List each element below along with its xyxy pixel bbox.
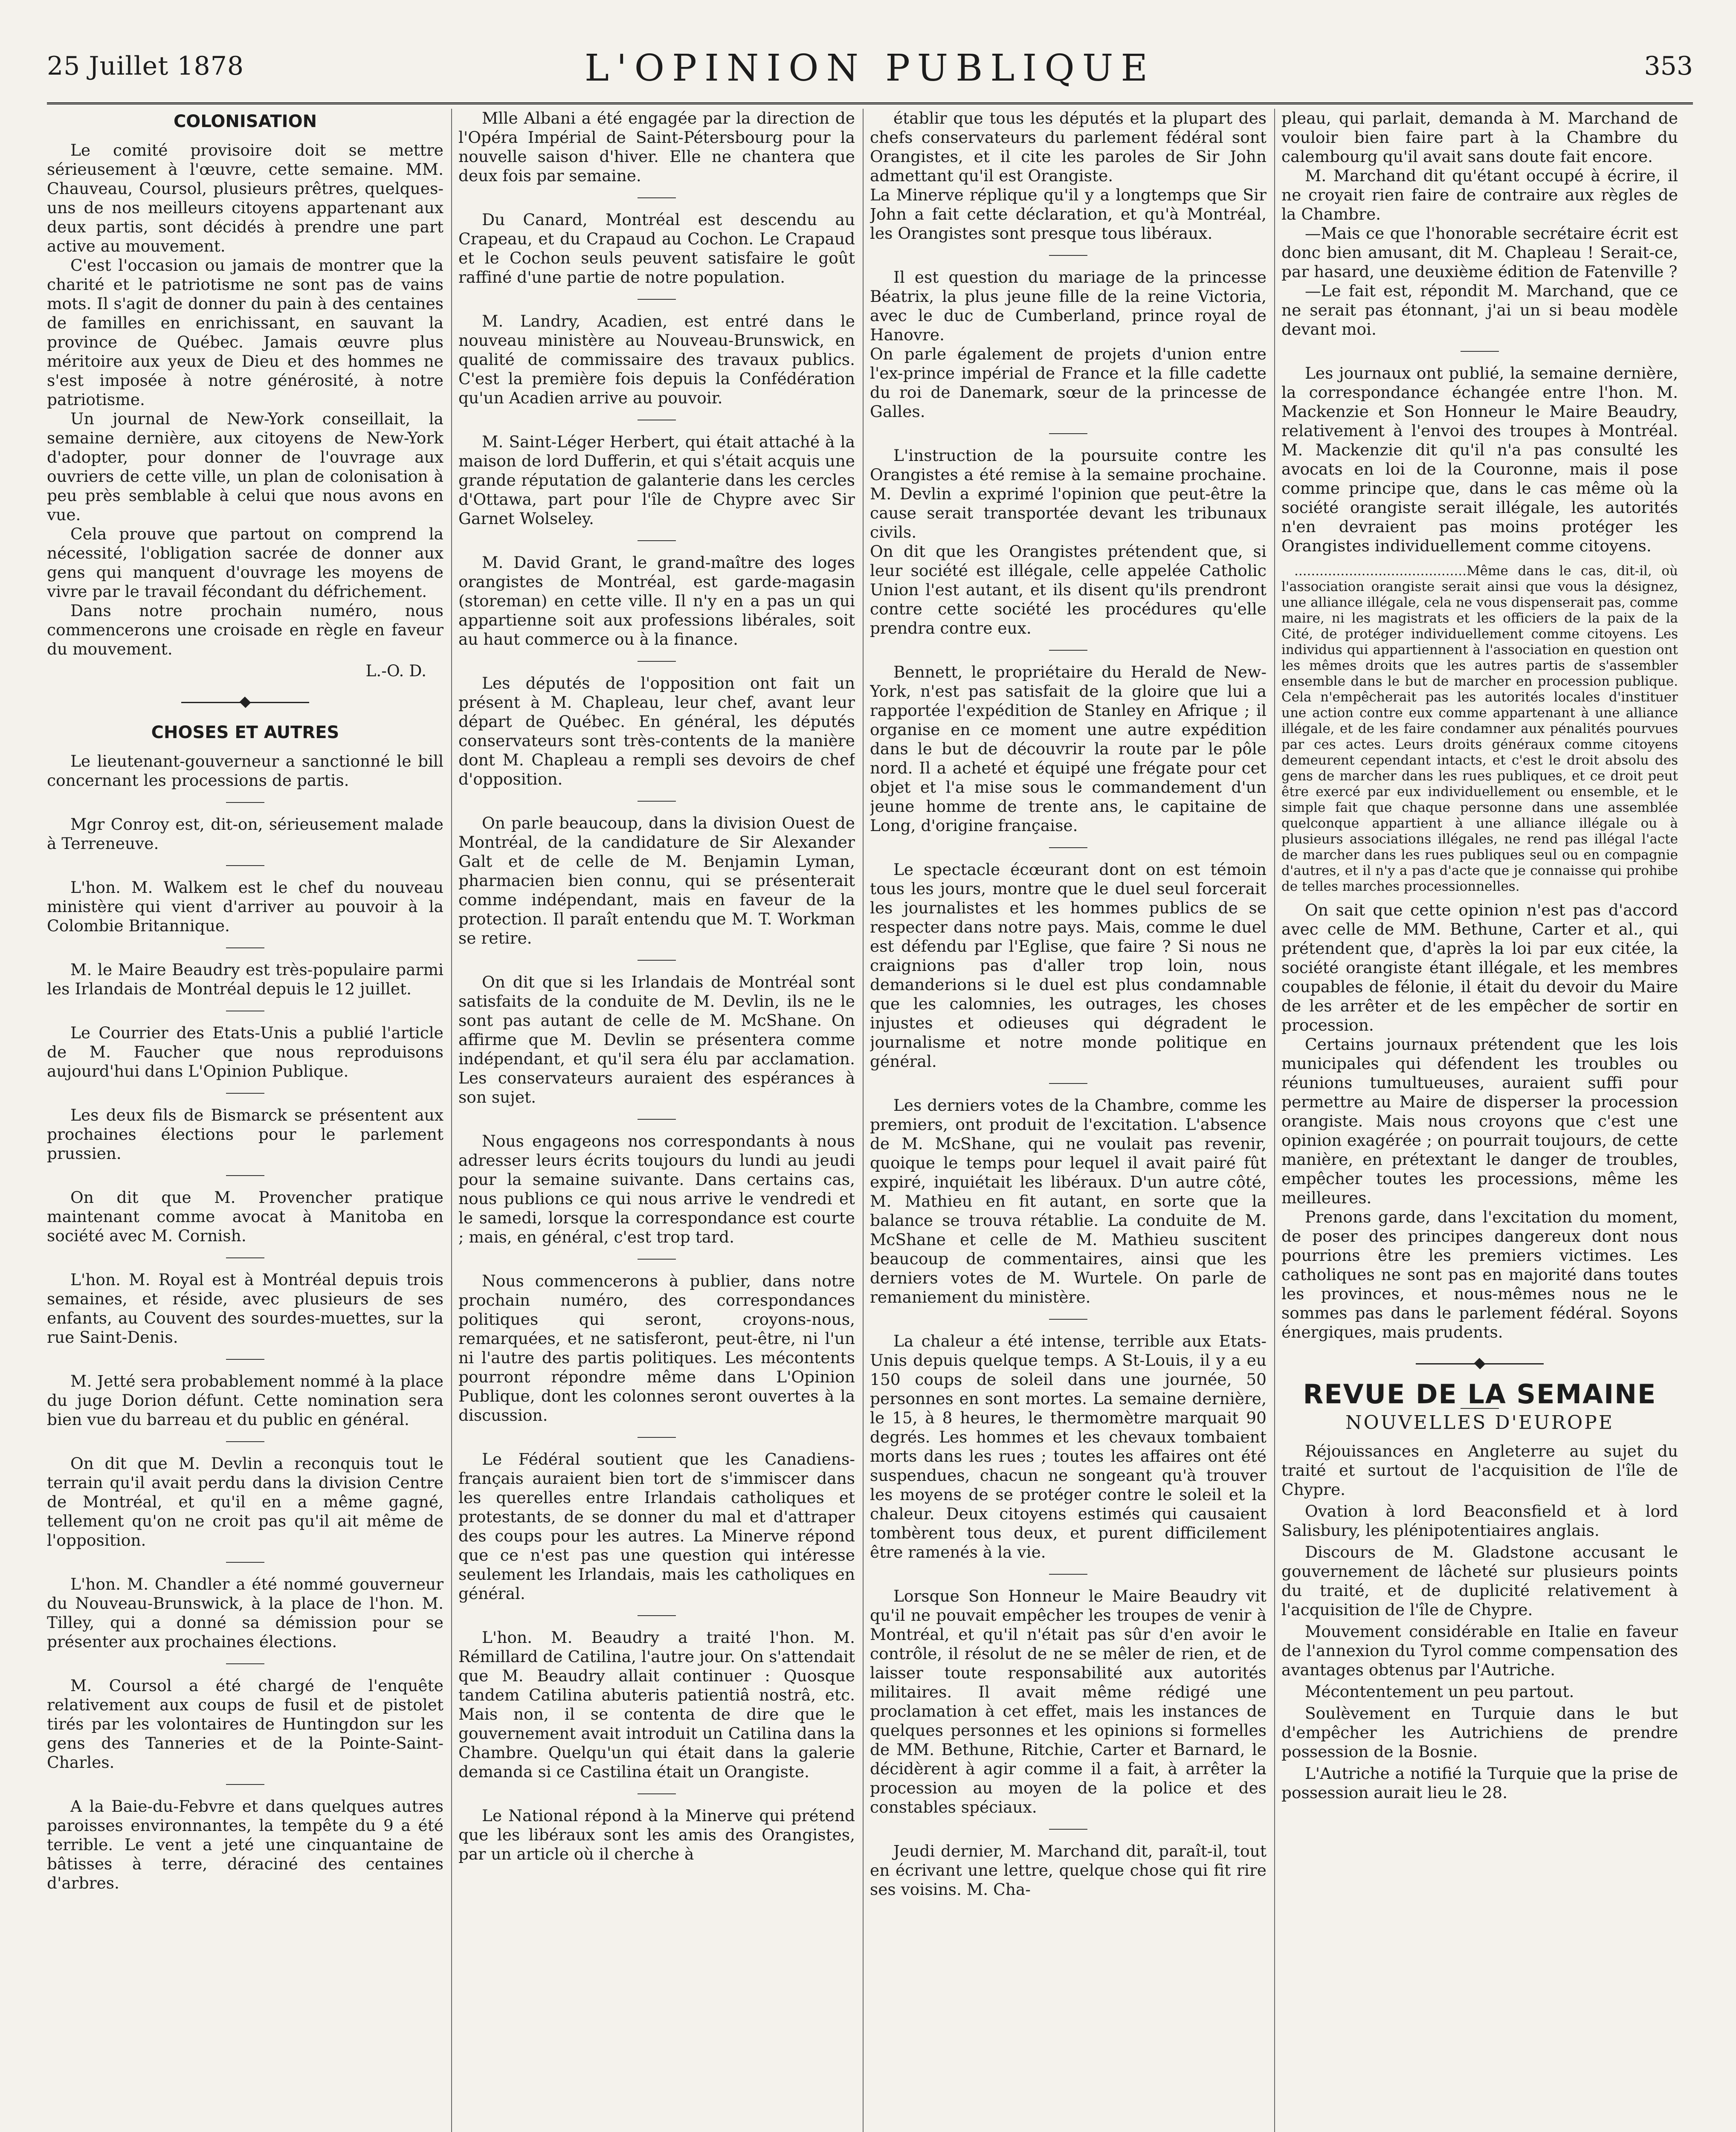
item-separator [226,1257,264,1258]
revue-item: Mécontentement un peu partout. [1305,1682,1574,1701]
item-separator [226,1784,264,1785]
revue-item: Réjouissances en Angleterre au sujet du traité et surtout de l'acquisition de l'île de Chypre. [1281,1442,1678,1499]
revue-item: L'Autriche a notifié la Turquie que la prise de possession aurait lieu le 28. [1281,1764,1678,1802]
item-separator [638,1119,676,1120]
item-separator [1049,847,1087,848]
item-separator [226,1663,264,1664]
revue-item: Ovation à lord Beaconsfield et à lord Salisbury, les plénipotentiaires anglais. [1281,1502,1678,1540]
item-separator [638,1793,676,1794]
column-rule [451,109,452,2132]
news-item: établir que tous les députés et la plupart des chefs conservateurs du parlement fédéral sont Orangistes, et il cite les paroles de Sir John admettant qu'il est Orangiste. La Minerve réplique qu'il y a longtemps que Sir John a fait cette déclaration, et qu'à Montréal, les Orangistes sont presque tous libéraux. [870,109,1266,243]
news-items [47,752,443,1893]
paragraph: pleau, qui parlait, demanda à M. Marchand de vouloir bien faire part à la Chambre du calembourg qu'il avait sans doute fait encore. [1281,109,1678,166]
article-colonisation [47,141,443,681]
item-separator [226,1441,264,1442]
item-separator [226,802,264,803]
item-separator [638,1437,676,1438]
news-item: Le spectacle écœurant dont on est témoin tous les jours, montre que le duel seul forcerait les journalistes et les hommes publics de se respecter dans notre pays. Mais, comme le duel est défendu par l'Eglise, que faire ? Si nous ne craignions pas d'aller trop loin, nous demanderions si le duel est plus condamnable que les calomnies, les outrages, les choses injustes et odieuses qui dégradent le journalisme et notre monde politique en général. [870,860,1266,1071]
signature: L.-O. D. [365,661,426,680]
news-item: L'hon. M. Chandler a été nommé gouverneur du Nouveau-Brunswick, à la place de l'hon. M. Tilley, qui a donné sa démission pour se présenter aux prochaines élections. [47,1575,443,1651]
news-items [1281,109,1678,556]
news-item: Les deux fils de Bismarck se présentent aux prochaines élections pour le parlement prussien. [47,1106,443,1163]
item-separator [226,947,264,948]
paragraph: —Mais ce que l'honorable secrétaire écrit est donc bien amusant, dit M. Chapleau ! Serait-ce, par hasard, une deuxième édition de Fatenville ? [1281,224,1678,281]
page-number: 353 [1644,51,1693,81]
column-rule [1274,109,1275,2132]
column-2 [458,109,855,2132]
news-item: L'hon. M. Royal est à Montréal depuis trois semaines, et réside, avec plusieurs de ses enfants, au Couvent des sourdes-muettes, sur la rue Saint-Denis. [47,1270,443,1347]
paragraph: Certains journaux prétendent que les lois municipales qui défendent les troubles ou réunions tumultueuses, auraient suffi pour permettre au Maire de disperser la procession orangiste. Mais nous croyons que c'est une opinion exagérée ; on pourrait toujours, de cette manière, en prétextant le danger de troubles, empêcher toutes les processions, même les meilleures. [1281,1035,1678,1207]
item-separator [638,1615,676,1616]
news-item: Jeudi dernier, M. Marchand dit, paraît-il, tout en écrivant une lettre, quelque chose qui fit rire ses voisins. M. Cha- [870,1842,1266,1899]
subheading-nouvelles: NOUVELLES D'EUROPE [1345,1412,1614,1434]
item-separator [638,1259,676,1260]
paragraph: Dans notre prochain numéro, nous commencerons une croisade en règle en faveur du mouvement. [47,601,443,658]
revue-items [1281,1442,1678,1802]
news-item: Le Courrier des Etats-Unis a publié l'article de M. Faucher que nous reproduisons aujourd'hui dans L'Opinion Publique. [47,1023,443,1080]
item-separator [1049,1083,1087,1084]
news-item: M. le Maire Beaudry est très-populaire parmi les Irlandais de Montréal depuis le 12 juillet. [47,960,443,998]
news-items [870,109,1266,1899]
news-item: M. Saint-Léger Herbert, qui était attaché à la maison de lord Dufferin, et qui s'était acquis une grande réputation de galanterie dans les cercles d'Ottawa, part pour l'île de Chypre avec Sir Garnet Wolseley. [458,432,855,528]
news-item: Du Canard, Montréal est descendu au Crapeau, et du Crapaud au Cochon. Le Crapaud et le Cochon seuls peuvent satisfaire le goût raffiné d'une partie de notre population. [458,210,855,287]
paragraph: Le comité provisoire doit se mettre sérieusement à l'œuvre, cette semaine. MM. Chauveau, Coursol, plusieurs prêtres, quelques-uns de nos meilleurs citoyens appartenant aux deux partis, sont décidés à prendre une part active au mouvement. [47,141,443,255]
news-item: Bennett, le propriétaire du Herald de New-York, n'est pas satisfait de la gloire que lui a rapportée l'expédition de Stanley en Afrique ; il organise en ce moment une autre expédition dans le but de découvrir la route par le pôle nord. Il a acheté et équipé une frégate pour cet objet et l'a mise sous le commandement d'un jeune homme de trente ans, le capitaine de Long, d'origine française. [870,663,1266,835]
news-item: Le National répond à la Minerve qui prétend que les libéraux sont les amis des Orangistes, par un article où il cherche à [458,1806,855,1863]
paragraph: Prenons garde, dans l'excitation du moment, de poser des principes dangereux dont nous pourrions être les premiers victimes. Les catholiques ne sont pas en majorité dans toutes les provinces, et nous-mêmes nous ne le sommes pas dans le parlement fédéral. Soyons énergiques, mais prudents. [1281,1208,1678,1341]
news-item: On dit que si les Irlandais de Montréal sont satisfaits de la conduite de M. Devlin, ils ne le sont pas autant de celle de M. McShane. On affirme que M. Devlin se présentera comme indépendant, et qu'il sera élu par acclamation. Les conservateurs auraient des espérances à son sujet. [458,973,855,1107]
ornament-divider [181,698,309,706]
news-item: Nous commencerons à publier, dans notre prochain numéro, des correspondances politiques qui seront, croyons-nous, remarquées, et ne satisferont, peut-être, ni l'un ni l'autre des partis politiques. Les mécontents pourront répondre même dans L'Opinion Publique, dont les colonnes seront ouvertes à la discussion. [458,1272,855,1425]
item-separator [638,299,676,300]
newspaper-title: L'OPINION PUBLIQUE [584,47,1156,90]
news-item: Il est question du mariage de la princesse Béatrix, la plus jeune fille de la reine Victoria, avec le duc de Cumberland, prince royal de Hanovre. On parle également de projets d'union entre l'ex-prince impérial de France et la fille cadette du roi de Danemark, sœur de la princesse de Galles. [870,268,1266,421]
news-item: M. Jetté sera probablement nommé à la place du juge Dorion défunt. Cette nomination sera bien vue du barreau et du public en général. [47,1372,443,1429]
revue-item: Soulèvement en Turquie dans le but d'empêcher les Autrichiens de prendre possession de la Bosnie. [1281,1704,1678,1761]
news-item: Lorsque Son Honneur le Maire Beaudry vit qu'il ne pouvait empêcher les troupes de venir à Montréal, et qu'il n'était pas sûr d'en avoir le contrôle, il résolut de ne se mêler de rien, et de laisser toute responsabilité aux autorités militaires. Il avait même rédigé une proclamation à cet effet, mais les instances de quelques personnes et les opinions si formelles de MM. Bethune, Ritchie, Carter et Barnard, le décidèrent à agir comme il a fait, à arrêter la procession au moyen de la police et des constables spéciaux. [870,1587,1266,1816]
item-separator [226,1093,264,1094]
revue-item: Discours de M. Gladstone accusant le gouvernement de lâcheté sur plusieurs points du traité, et de duplicité relativement à l'acquisition de l'île de Chypre. [1281,1543,1678,1619]
revue-item: Mouvement considérable en Italie en faveur de l'annexion du Tyrol comme compensation des avantages obtenus par l'Autriche. [1281,1622,1678,1679]
column-rule [863,109,864,2132]
item-separator [1049,1574,1087,1575]
news-item: La chaleur a été intense, terrible aux Etats-Unis depuis quelque temps. A St-Louis, il y a eu 150 coups de soleil dans une journée, 50 personnes en sont mortes. La semaine dernière, le 15, à 8 heures, le thermomètre marquait 90 degrés. Les hommes et les chevaux tombaient morts dans les rues ; toutes les affaires ont été suspendues, chacun ne songeant qu'à trouver les moyens de se protéger contre le soleil et la chaleur. Deux citoyens estimés qui causaient tombèrent tous deux, et purent difficilement être ramenés à la vie. [870,1332,1266,1561]
news-item: Le lieutenant-gouverneur a sanctionné le bill concernant les processions de partis. [47,752,443,790]
section-heading-choses: CHOSES ET AUTRES [151,723,339,742]
paragraph: Les journaux ont publié, la semaine dernière, la correspondance échangée entre l'hon. M. Mackenzie et Son Honneur le Maire Beaudry, relativement à l'envoi des troupes à Montréal. M. Mackenzie dit qu'il n'a pas consulté les avocats en loi de la Couronne, mais il pose comme principe que, dans le cas même où la société orangiste serait illégale, les autorités n'en devraient pas moins protéger les Orangistes individuellement comme citoyens. [1281,364,1678,555]
news-item: Le Fédéral soutient que les Canadiens-français auraient bien tort de s'immiscer dans les querelles entre Irlandais catholiques et protestants, de se donner du mal et d'attraper des coups pour les autres. La Minerve répond que ce n'est pas une question qui intéresse seulement les Irlandais, mais les catholiques en général. [458,1450,855,1603]
paragraph: Un journal de New-York conseillait, la semaine dernière, aux citoyens de New-York d'adopter, pour donner de l'ouvrage aux ouvriers de cette ville, un plan de colonisation à peu près semblable à celui que nous avons en vue. [47,409,443,524]
item-separator [226,1562,264,1563]
column-1 [47,109,443,2132]
item-separator [1049,255,1087,256]
quote-text: .........................................Même dans le cas, dit-il, où l'association orangiste serait ainsi que vous la désignez, une alliance illégale, cela ne vous dispenserait pas, comme maire, ni les magistrats et les officiers de la paix de la Cité, de protéger individuellement comme citoyens. Les individus qui appartiennent à l'association en question ont les mêmes droits que les autres partis de s'assembler ensemble dans le but de marcher en procession publique. Cela n'empêcherait pas les autorités locales d'instituer une action contre eux comme appartenant à une alliance illégale, et de les faire condamner aux pénalités pourvues par ces actes. Leurs droits généraux comme citoyens demeurent cependant intacts, et c'est le droit absolu des gens de marcher dans les rues publiques, et ce droit peut être exercé par eux individuellement ou ensemble, et le simple fait que chaque personne dans une assemblée quelconque appartient à une alliance illégale ou à plusieurs associations illégales, ne rend pas illégal l'acte de marcher dans les rues publiques seul ou en compagnie d'autres, et il n'y a pas d'acte que je connaisse qui prohibe de telles marches processionnelles. [1281,563,1678,894]
quoted-letter [1281,563,1678,895]
news-item: On parle beaucoup, dans la division Ouest de Montréal, de la candidature de Sir Alexander Galt et de celle de M. Benjamin Lyman, pharmacien bien connu, qui se présenterait comme indépendant, mais en faveur de la protection. Il paraît entendu que M. T. Workman se retire. [458,814,855,947]
news-item: M. David Grant, le grand-maître des loges orangistes de Montréal, est garde-magasin (storeman) en cette ville. Il n'y en a pas un qui appartienne soit aux professions libérales, soit au haut commerce ou à la finance. [458,553,855,649]
news-item: M. Coursol a été chargé de l'enquête relativement aux coups de fusil et de pistolet tirés par les volontaires de Huntingdon sur les gens des Tanneries et de la Pointe-Saint-Charles. [47,1676,443,1772]
news-item: On dit que M. Provencher pratique maintenant comme avocat à Manitoba en société avec M. Cornish. [47,1188,443,1245]
news-item: Nous engageons nos correspondants à nous adresser leurs écrits toujours du lundi au jeudi pour la semaine suivante. Dans certains cas, nous publions ce qui nous arrive le vendredi et le samedi, lorsque la correspondance est courte ; mais, en général, c'est trop tard. [458,1132,855,1246]
news-item: On dit que M. Devlin a reconquis tout le terrain qu'il avait perdu dans la division Centre de Montréal, et qu'il en a même gagné, tellement qu'on ne croit pas qu'il ait même de l'opposition. [47,1454,443,1550]
ornament-divider [1416,1360,1544,1367]
news-item: Mlle Albani a été engagée par la direction de l'Opéra Impérial de Saint-Pétersbourg pour la nouvelle saison d'hiver. Elle ne chantera que deux fois par semaine. [458,109,855,185]
news-item: Les derniers votes de la Chambre, comme les premiers, ont produit de l'excitation. L'absence de M. McShane, qui ne voulait pas revenir, quoique le temps pour lequel il avait pairé fût expiré, inquiétait les libéraux. D'un autre côté, M. Mathieu en fit autant, en sorte que la balance se trouva rétablie. La conduite de M. McShane et celle de M. Mathieu suscitent beaucoup de commentaires, ainsi que les derniers votes de M. Wurtele. On parle de remaniement du ministère. [870,1096,1266,1306]
news-item: L'hon. M. Beaudry a traité l'hon. M. Rémillard de Catilina, l'autre jour. On s'attendait que M. Beaudry allait continuer : Quosque tandem Catilina abuteris patientiâ nostrâ, etc. Mais non, il se contenta de dire que le gouvernement avait introduit un Catilina dans la Chambre. Quelqu'un qui était dans la galerie demanda si ce Castilina était un Orangiste. [458,1628,855,1781]
item-separator [1461,351,1499,352]
paragraph: M. Marchand dit qu'étant occupé à écrire, il ne croyait rien faire de contraire aux règles de la Chambre. [1281,166,1678,223]
paragraph: C'est l'occasion ou jamais de montrer que la charité et le patriotisme ne sont pas de vains mots. Il s'agit de donner du pain à des centaines de familles en enrichissant, en sauvant la province de Québec. Jamais œuvre plus méritoire aux yeux de Dieu et des hommes ne s'est imposée à notre générosité, à notre patriotisme. [47,256,443,409]
news-item: M. Landry, Acadien, est entré dans le nouveau ministère au Nouveau-Brunswick, en qualité de commissaire des travaux publics. C'est la première fois depuis la Confédération qu'un Acadien arrive au pouvoir. [458,312,855,407]
column-3 [870,109,1266,2132]
item-separator [638,801,676,802]
news-item: Mgr Conroy est, dit-on, sérieusement malade à Terreneuve. [47,815,443,853]
item-separator [1049,433,1087,434]
paragraph: On sait que cette opinion n'est pas d'accord avec celle de MM. Bethune, Carter et al., qui prétendent que, d'après la loi par eux citée, la société orangiste étant illégale, et les membres coupables de félonie, il était du devoir du Maire de les arrêter et de les empêcher de sortir en procession. [1281,901,1678,1034]
item-separator [1049,1829,1087,1830]
item-separator [638,197,676,198]
item-separator [226,865,264,866]
news-items [458,109,855,1864]
item-separator [1049,650,1087,651]
item-separator [638,540,676,541]
item-separator [638,661,676,662]
item-separator [638,960,676,961]
issue-date: 25 Juillet 1878 [47,51,244,81]
news-item: Les députés de l'opposition ont fait un présent à M. Chapleau, leur chef, avant leur départ de Québec. En général, les députés conservateurs sont très-contents de la manière dont M. Chapleau a rempli ses devoirs de chef d'opposition. [458,674,855,788]
item-separator [226,1175,264,1176]
paragraph: Cela prouve que partout on comprend la nécessité, l'obligation sacrée de donner aux gens qui manquent d'ouvrage les moyens de vivre par le travail fécondant du défrichement. [47,524,443,601]
paragraph: —Le fait est, répondit M. Marchand, que ce ne serait pas étonnant, j'ai un si beau modèle devant moi. [1281,281,1678,339]
item-separator [1049,1319,1087,1320]
section-heading-revue: REVUE DE LA SEMAINE [1303,1379,1657,1410]
section-heading-colonisation: COLONISATION [173,112,317,131]
news-items [1281,901,1678,1342]
news-item: A la Baie-du-Febvre et dans quelques autres paroisses environnantes, la tempête du 9 a été terrible. Le vent a jeté une cinquantaine de bâtisses à terre, déraciné des centaines d'arbres. [47,1797,443,1892]
masthead [47,47,1693,104]
column-4 [1281,109,1678,2132]
news-item: L'hon. M. Walkem est le chef du nouveau ministère qui vient d'arriver au pouvoir à la Colombie Britannique. [47,878,443,935]
item-separator [226,1359,264,1360]
news-item: L'instruction de la poursuite contre les Orangistes a été remise à la semaine prochaine. M. Devlin a exprimé l'opinion que peut-être la cause serait transportée devant les tribunaux civils. On dit que les Orangistes prétendent que, si leur société est illégale, celle appelée Catholic Union l'est autant, et ils disent qu'ils prendront contre cette société les procédures qu'elle prendra contre eux. [870,446,1266,637]
